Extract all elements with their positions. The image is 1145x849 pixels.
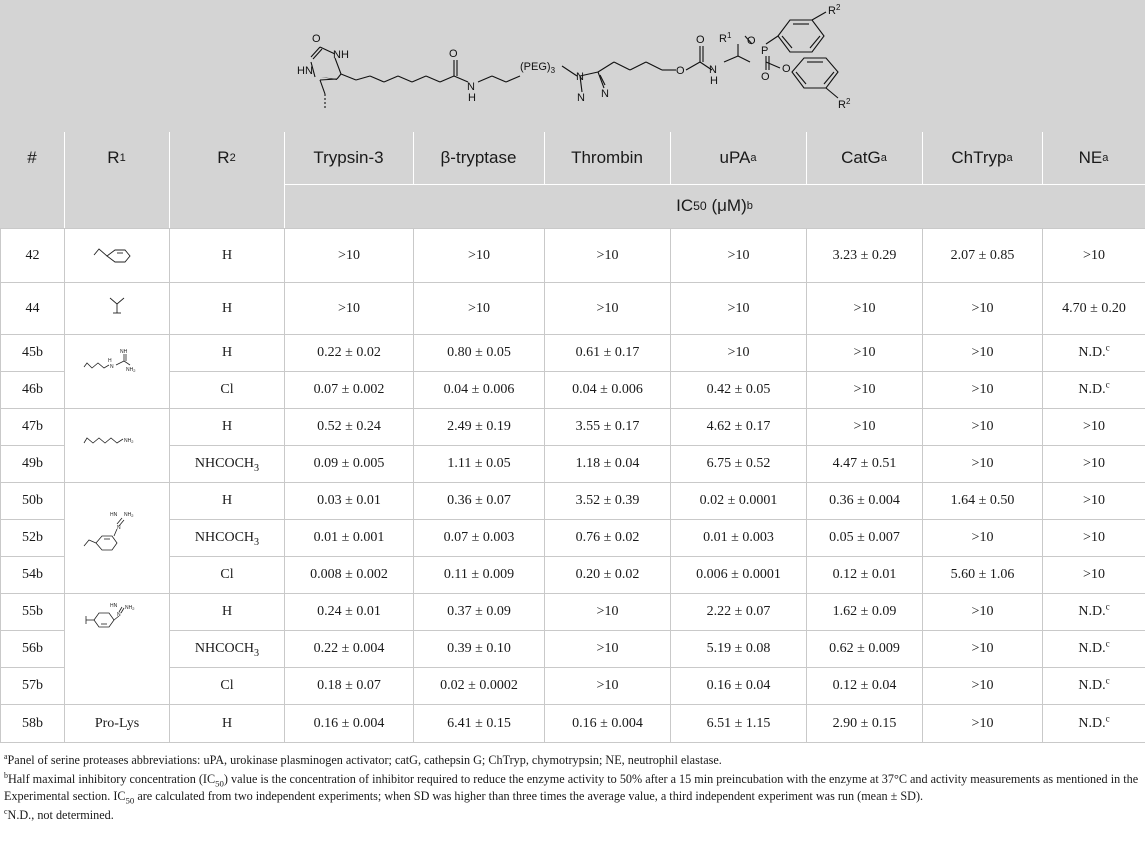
r2-text: NHCOCH [194,641,255,656]
ic50-value: 0.006 ± 0.0001 [671,557,807,594]
table-row [1,409,1145,446]
r2-text: NHCOCH [194,530,255,545]
ic50-value: 0.01 ± 0.001 [285,520,414,557]
ic50-value: >10 [923,668,1043,705]
compound-structure-band [0,0,1145,132]
r2-top-label: R [828,5,836,17]
ic50-value: 0.11 ± 0.009 [414,557,545,594]
header-r2: R 2 [217,148,236,167]
ic50-value: 0.01 ± 0.003 [671,520,807,557]
gph-atom-nh2: NH [125,604,133,611]
r2-value: H [170,483,285,520]
ic50-value: 0.76 ± 0.02 [545,520,671,557]
r1-structure-benzyl [65,229,170,283]
nd-sup: c [1105,601,1110,612]
ic50-value: 0.16 ± 0.004 [545,705,671,743]
r2-value: Cl [170,372,285,409]
table-header-row [0,132,1145,184]
header-catg: CatG a [841,148,887,167]
table-header-ic50-row [0,184,1145,228]
ic50-value: 0.22 ± 0.02 [285,335,414,372]
atom-n-triazole-3: N [601,88,609,100]
ic50-value: 0.42 ± 0.05 [671,372,807,409]
nd-value: N.D. [1078,345,1106,360]
svg-text:R2 [838,97,851,111]
table-row [1,631,1145,668]
footnote-b-sub-2: 50 [125,795,135,806]
table-row [1,668,1145,705]
footnote-c-text: N.D., not determined. [7,808,114,822]
footnote-b-text-2: ) value is the concentration of inhibitor required to reduce the enzyme activity to 50% after a 15 min preincubation with the enzyme at 37°C and activity measurements as mentioned in the Experimental section. IC [4,772,1139,803]
nd-value: N.D. [1078,382,1106,397]
table-row [1,229,1145,283]
r1-label: R [719,33,727,45]
ic50-value: 2.49 ± 0.19 [414,409,545,446]
r2-value: H [170,594,285,631]
footnote-a-text: Panel of serine proteases abbreviations: uPA, urokinase plasminogen activator; catG, cathepsin G; ChTryp, chymotrypsin; NE, neutrophil elastase. [7,753,722,767]
table-footnotes [4,752,1141,826]
ic50-value: 0.04 ± 0.006 [414,372,545,409]
ic50-value: >10 [1043,229,1145,283]
ic50-value: 5.60 ± 1.06 [923,557,1043,594]
ic50-value: 0.37 ± 0.09 [414,594,545,631]
ic50-value: 0.07 ± 0.003 [414,520,545,557]
header-r2-label: R [217,148,230,167]
ic50-value: 2.07 ± 0.85 [923,229,1043,283]
nd-sup: c [1105,712,1110,723]
nd-sup: c [1105,379,1110,390]
compound-id: 52b [1,520,65,557]
footnote-c-mark: c [4,806,8,816]
atom-hn-ring: HN [297,65,313,77]
lys-atom-nh2: NH [124,438,132,444]
gbz-atom-hn: HN [110,511,118,518]
ic50-value: >10 [923,372,1043,409]
ic50-value: 4.47 ± 0.51 [807,446,923,483]
r2-value: H [170,409,285,446]
peg-sub: 3 [550,66,556,75]
gph-atom-hn: HN [110,602,118,609]
atom-o-carbamate: O [676,65,685,77]
ic50-value: 2.22 ± 0.07 [671,594,807,631]
arg-atom-h: H [108,358,112,364]
compound-id: 55b [1,594,65,631]
table-row [1,446,1145,483]
compound-id: 44 [1,283,65,335]
r1-structure-arginine [65,335,170,409]
svg-text:NH2 [126,367,136,373]
atom-nh-ring: NH [333,49,349,61]
nd-value: N.D. [1078,678,1106,693]
ic50-value: 0.20 ± 0.02 [545,557,671,594]
ic50-value: 6.41 ± 0.15 [414,705,545,743]
ic50-value: 0.24 ± 0.01 [285,594,414,631]
atom-o-amide: O [449,48,458,60]
ic50-value: >10 [545,229,671,283]
header-thrombin [544,132,670,184]
r2-value: Cl [170,557,285,594]
footnote-a-mark: a [4,751,8,761]
phenyl-ring-2 [792,58,838,98]
r2-bottom-sup: 2 [845,97,851,106]
ic50-value: 0.09 ± 0.005 [285,446,414,483]
ic50-value: >10 [545,594,671,631]
ic50-value: >10 [923,409,1043,446]
nd-value: N.D. [1078,641,1106,656]
isopropyl-icon [97,293,137,319]
nd-sup: c [1105,342,1110,353]
ic50-value: 0.18 ± 0.07 [285,668,414,705]
ic50-value: 0.02 ± 0.0001 [671,483,807,520]
ic50-value: >10 [923,594,1043,631]
enzyme-label: uPA [719,148,751,167]
compound-id: 42 [1,229,65,283]
r2-bottom-label: R [838,99,846,111]
ic50-value [1043,335,1145,372]
ic50-value: 4.70 ± 0.20 [1043,283,1145,335]
footnote-b-text-1: Half maximal inhibitory concentration (IC [7,772,216,786]
ic50-value: 0.008 ± 0.002 [285,557,414,594]
ic50-value [1043,372,1145,409]
footnote-b [4,771,1141,805]
compound-id: 54b [1,557,65,594]
header-chtryp: ChTryp a [951,148,1013,167]
ic50-value: 5.19 ± 0.08 [671,631,807,668]
ic50-value: >10 [923,705,1043,743]
gph-atom-n: N [117,611,121,618]
general-structure-diagram [0,0,1145,132]
ic50-value: >10 [807,372,923,409]
svg-text:NH2 [124,512,134,518]
nd-value: N.D. [1078,715,1106,731]
ic50-value [1043,705,1145,743]
r2-value [170,631,285,668]
compound-id: 47b [1,409,65,446]
arg-atom-nh2: NH [126,367,134,373]
ic50-value: >10 [1043,557,1145,594]
svg-text:R2 [828,3,841,17]
r2-value: H [170,335,285,372]
ic50-value: 0.05 ± 0.007 [807,520,923,557]
ic50-value: 0.62 ± 0.009 [807,631,923,668]
ic50-value: 3.52 ± 0.39 [545,483,671,520]
atom-n-amide: N [467,81,475,93]
table-row [1,520,1145,557]
ic50-value: 0.03 ± 0.01 [285,483,414,520]
ic50-value: >10 [923,631,1043,668]
r2-sub: 3 [254,536,260,548]
r2-top-sup: 2 [835,3,841,12]
ic50-value: >10 [923,446,1043,483]
footnote-c [4,807,1141,824]
nd-sup: c [1105,675,1110,686]
ic50-value: >10 [807,335,923,372]
ic50-value: 0.07 ± 0.002 [285,372,414,409]
ic50-value: >10 [545,668,671,705]
atom-n-triazole-1: N [576,71,584,83]
compound-id: 49b [1,446,65,483]
r1-sup: 1 [726,31,732,40]
arg-atom-nh: NH [120,349,128,355]
ic50-value: >10 [414,283,545,335]
header-ne: NE a [1078,148,1109,167]
ic50-value: 0.61 ± 0.17 [545,335,671,372]
ic50-value: >10 [545,631,671,668]
ic50-data-table [0,228,1145,743]
ic50-value [1043,594,1145,631]
aminobutyl-icon [72,423,162,463]
compound-id: 46b [1,372,65,409]
ic50-value: 1.18 ± 0.04 [545,446,671,483]
gbz-atom-n: N [117,524,121,531]
ic50-value: 0.39 ± 0.10 [414,631,545,668]
guanidinophenyl-icon [72,602,162,692]
header-beta-tryptase [413,132,544,184]
arg-atom-n: N [110,364,114,370]
atom-p: P [761,45,769,57]
r1-structure-isopropyl [65,283,170,335]
ic50-value: >10 [285,283,414,335]
r1-structure-guanidinophenyl [65,594,170,705]
compound-id: 45b [1,335,65,372]
atom-o-urea: O [312,33,321,45]
ic50-value: 4.62 ± 0.17 [671,409,807,446]
ic50-label: IC [676,196,694,215]
phenyl-ring-1 [778,12,826,52]
ic50-unit: (μM) [711,196,747,215]
ic50-value: 1.11 ± 0.05 [414,446,545,483]
header-ic50: IC 50 (μM) b [676,196,753,215]
ic50-value: 0.80 ± 0.05 [414,335,545,372]
r2-value: Cl [170,668,285,705]
header-r1-label: R [107,148,120,167]
ic50-value: 3.55 ± 0.17 [545,409,671,446]
table-row [1,594,1145,631]
svg-text:NH2 [125,605,135,611]
ic50-value: 1.64 ± 0.50 [923,483,1043,520]
r2-sub: 3 [254,647,260,659]
atom-h-carbamate: H [710,75,718,87]
gph-nh2-sub: 2 [132,605,135,611]
benzyl-icon [87,240,147,266]
ic50-value: >10 [1043,483,1145,520]
ic50-value: 0.22 ± 0.004 [285,631,414,668]
r2-value [170,446,285,483]
r2-value: H [170,705,285,743]
ic50-value: >10 [414,229,545,283]
footnote-b-sub-1: 50 [215,778,224,789]
r2-value: H [170,283,285,335]
compound-id: 58b [1,705,65,743]
ic50-value: >10 [807,409,923,446]
ic50-value: 0.16 ± 0.04 [671,668,807,705]
atom-n-carbamate: N [709,64,717,76]
table-row [1,335,1145,372]
enzyme-label: β-tryptase [440,148,517,167]
svg-text:NH2 [124,438,134,444]
ic50-value: 3.23 ± 0.29 [807,229,923,283]
svg-text:R1 [719,31,732,45]
r2-value [170,520,285,557]
guanidinobenzyl-icon [72,496,162,576]
enzyme-label: Trypsin-3 [313,148,384,167]
ic50-value: 0.02 ± 0.0002 [414,668,545,705]
compound-id: 50b [1,483,65,520]
r2-sub: 3 [254,462,260,474]
ic50-value: 0.04 ± 0.006 [545,372,671,409]
ic50-value: >10 [671,335,807,372]
table-row [1,372,1145,409]
ic50-value: 2.90 ± 0.15 [807,705,923,743]
atom-o-ester-2: O [782,63,791,75]
svg-text:(PEG)3 [520,61,556,75]
ic50-value: >10 [807,283,923,335]
nd-sup: c [1105,638,1110,649]
ic50-value: >10 [671,283,807,335]
ic50-value: >10 [1043,520,1145,557]
ic50-value: >10 [923,335,1043,372]
header-upa: uPA a [719,148,757,167]
ic50-value: 1.62 ± 0.09 [807,594,923,631]
atom-h-amide: H [468,92,476,104]
footnote-b-text-3: are calculated from two independent experiments; when SD was higher than three times the average value, a third independent experiment was run (mean ± SD). [134,789,924,803]
r1-structure-lysine [65,409,170,483]
ic50-value [1043,668,1145,705]
ic50-value: 0.12 ± 0.04 [807,668,923,705]
ic50-value: 0.36 ± 0.07 [414,483,545,520]
table-row [1,483,1145,520]
ic50-value: 0.12 ± 0.01 [807,557,923,594]
ic50-value: >10 [671,229,807,283]
gbz-atom-nh2: NH [124,511,132,518]
enzyme-label: CatG [841,148,881,167]
nd-value: N.D. [1078,604,1106,619]
gbz-nh2-sub: 2 [131,512,134,518]
enzyme-label: Thrombin [571,148,643,167]
r2-value: H [170,229,285,283]
ic50-value: >10 [285,229,414,283]
ic50-value: 0.16 ± 0.004 [285,705,414,743]
header-r1: R 1 [107,148,126,167]
header-trypsin3 [284,132,413,184]
peg-label: (PEG) [520,61,551,73]
atom-o-phosphoryl: O [761,71,770,83]
atom-o-carbonyl: O [696,34,705,46]
ic50-value: 0.52 ± 0.24 [285,409,414,446]
r2-text: NHCOCH [194,456,255,471]
footnote-a [4,752,1141,769]
lys-nh2-sub: 2 [131,439,134,444]
table-row [1,705,1145,743]
ic50-value: >10 [923,520,1043,557]
enzyme-label: NE [1078,148,1103,167]
ic50-value: >10 [545,283,671,335]
footnote-b-mark: b [4,770,8,780]
r1-value: Pro-Lys [65,705,170,743]
arg-nh2-sub: 2 [133,368,136,373]
guanidinopropyl-icon [72,349,162,389]
ic50-value: >10 [1043,409,1145,446]
ic50-value: >10 [923,283,1043,335]
atom-n-triazole-2: N [577,92,585,104]
table-row [1,283,1145,335]
table-row [1,557,1145,594]
ic50-value: 6.75 ± 0.52 [671,446,807,483]
enzyme-label: ChTryp [951,148,1007,167]
atom-o-ester-1: O [747,35,756,47]
ic50-value: 0.36 ± 0.004 [807,483,923,520]
ic50-value: 6.51 ± 1.15 [671,705,807,743]
compound-id: 56b [1,631,65,668]
compound-id: 57b [1,668,65,705]
header-hash: # [27,148,37,167]
r1-structure-guanidinobenzyl [65,483,170,594]
ic50-value: >10 [1043,446,1145,483]
ic50-value [1043,631,1145,668]
